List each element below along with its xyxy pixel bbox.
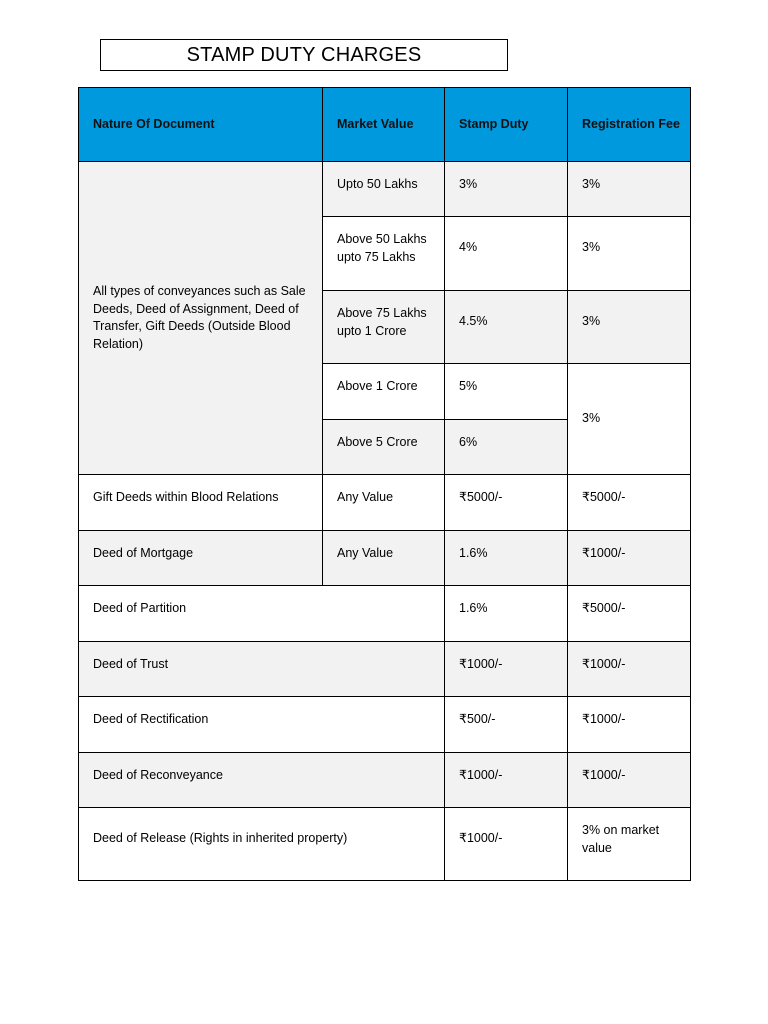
registration-fee-cell: 3% — [568, 217, 691, 291]
nature-cell: Deed of Trust — [79, 642, 445, 697]
registration-fee-cell: ₹5000/- — [568, 586, 691, 642]
page-title: STAMP DUTY CHARGES — [100, 39, 508, 71]
nature-cell: Deed of Reconveyance — [79, 753, 445, 808]
table-row — [79, 475, 691, 531]
registration-fee-cell: 3% on market value — [568, 808, 691, 881]
market-value-cell: Any Value — [323, 475, 445, 531]
table-row — [79, 586, 691, 642]
nature-cell: Deed of Rectification — [79, 697, 445, 753]
stamp-duty-cell: ₹1000/- — [445, 753, 568, 808]
table-row — [79, 642, 691, 697]
stamp-duty-cell: ₹500/- — [445, 697, 568, 753]
conveyance-nature-cell: All types of conveyances such as Sale Deeds, Deed of Assignment, Deed of Transfer, Gift Deeds (Outside Blood Relation) — [79, 162, 323, 475]
stamp-duty-cell: 3% — [445, 162, 568, 217]
header-nature: Nature Of Document — [79, 88, 323, 162]
registration-fee-cell: 3% — [568, 364, 691, 475]
header-stamp-duty: Stamp Duty — [445, 88, 568, 162]
header-market-value: Market Value — [323, 88, 445, 162]
nature-cell: Gift Deeds within Blood Relations — [79, 475, 323, 531]
nature-cell: Deed of Partition — [79, 586, 445, 642]
registration-fee-cell: 3% — [568, 162, 691, 217]
table-row — [79, 697, 691, 753]
stamp-duty-cell: 5% — [445, 364, 568, 420]
market-value-cell: Above 1 Crore — [323, 364, 445, 420]
table-row — [79, 531, 691, 586]
stamp-duty-cell: 4.5% — [445, 291, 568, 364]
market-value-cell: Above 5 Crore — [323, 420, 445, 475]
stamp-duty-cell: ₹5000/- — [445, 475, 568, 531]
registration-fee-cell: ₹1000/- — [568, 697, 691, 753]
registration-fee-cell: ₹5000/- — [568, 475, 691, 531]
table-row — [79, 808, 691, 881]
registration-fee-cell: ₹1000/- — [568, 753, 691, 808]
market-value-cell: Upto 50 Lakhs — [323, 162, 445, 217]
nature-cell: Deed of Mortgage — [79, 531, 323, 586]
stamp-duty-cell: 6% — [445, 420, 568, 475]
registration-fee-cell: ₹1000/- — [568, 642, 691, 697]
stamp-duty-cell: ₹1000/- — [445, 808, 568, 881]
registration-fee-cell: 3% — [568, 291, 691, 364]
stamp-duty-cell: ₹1000/- — [445, 642, 568, 697]
stamp-duty-cell: 1.6% — [445, 531, 568, 586]
table-row — [79, 753, 691, 808]
market-value-cell: Any Value — [323, 531, 445, 586]
table-header-row — [79, 88, 691, 162]
market-value-cell: Above 50 Lakhs upto 75 Lakhs — [323, 217, 445, 291]
table-row — [79, 162, 691, 217]
stamp-duty-cell: 4% — [445, 217, 568, 291]
market-value-cell: Above 75 Lakhs upto 1 Crore — [323, 291, 445, 364]
stamp-duty-table — [78, 87, 691, 881]
stamp-duty-cell: 1.6% — [445, 586, 568, 642]
header-registration-fee: Registration Fee — [568, 88, 691, 162]
registration-fee-cell: ₹1000/- — [568, 531, 691, 586]
nature-cell: Deed of Release (Rights in inherited property) — [79, 808, 445, 881]
